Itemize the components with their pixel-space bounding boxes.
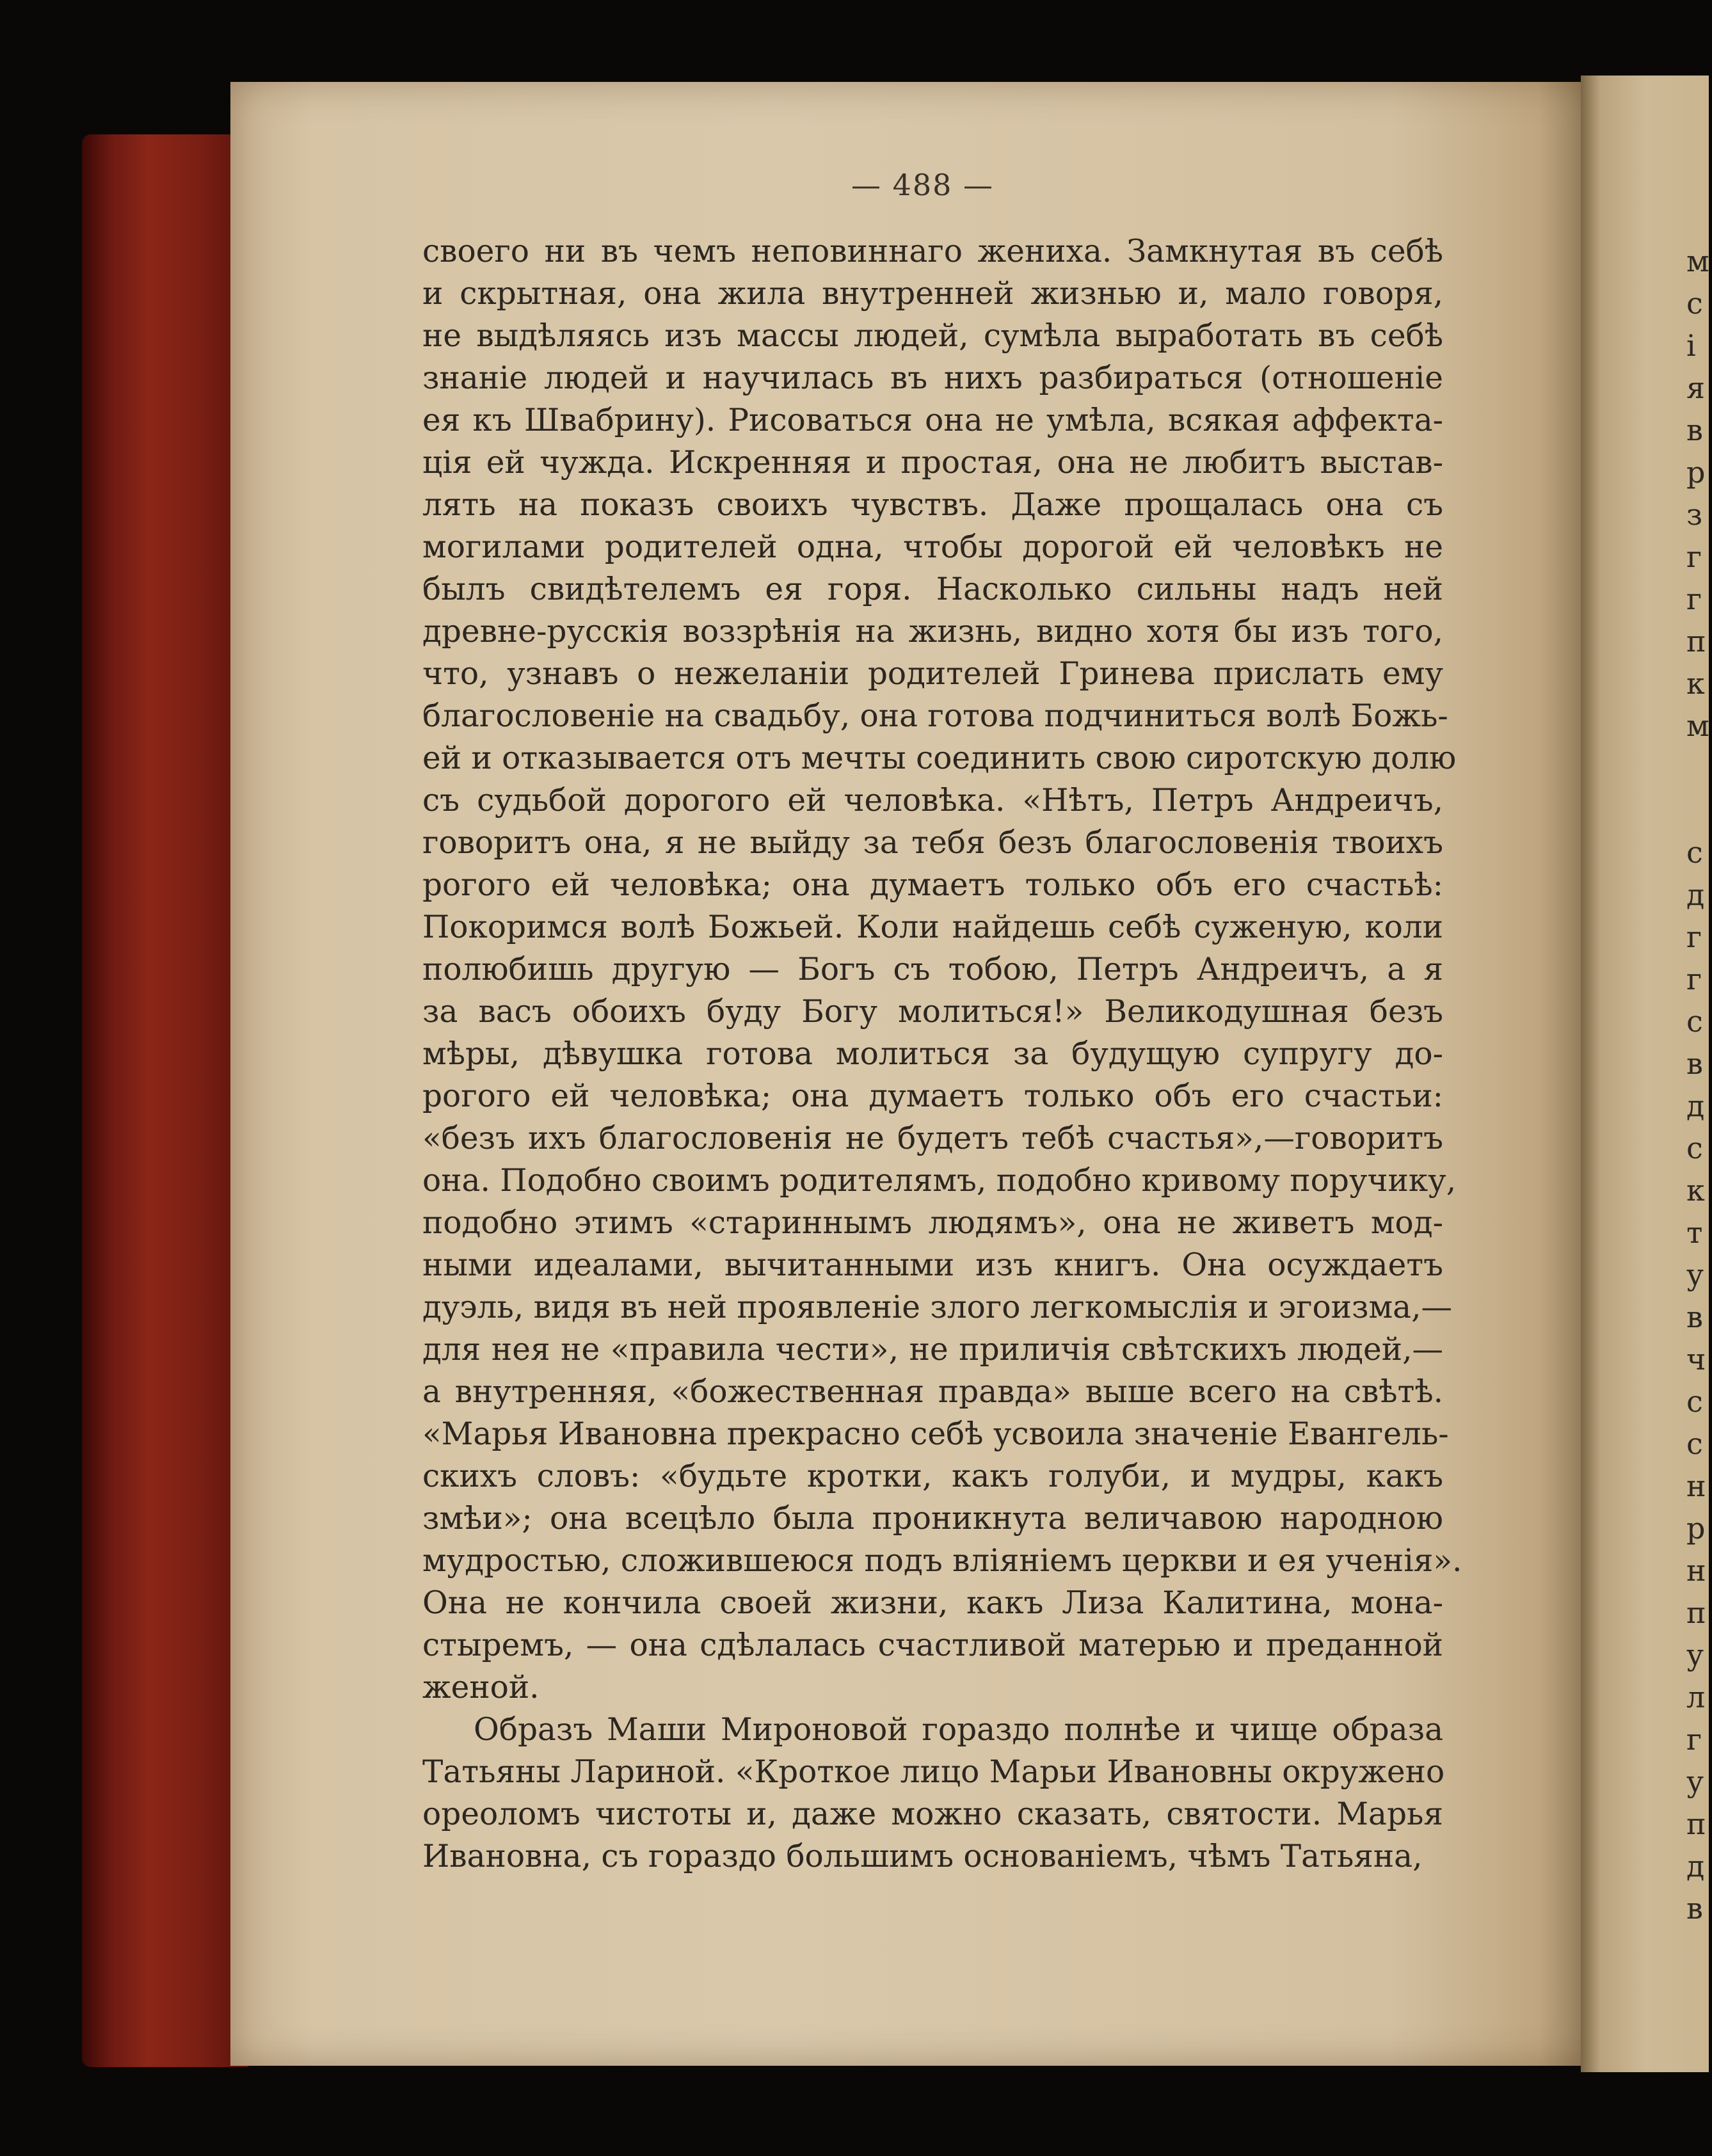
text-line: Татьяны Лариной. «Кроткое лицо Марьи Ивановны окружено: [422, 1754, 1445, 1790]
text-line: она. Подобно своимъ родителямъ, подобно кривому поручику,: [422, 1163, 1457, 1199]
text-line: ція ей чужда. Искренняя и простая, она не любитъ выстав-: [422, 445, 1443, 481]
right-page-letter: г: [1686, 1722, 1702, 1757]
text-line: ея къ Швабрину). Рисоваться она не умѣла, всякая аффекта-: [422, 403, 1443, 438]
text-line: «Марья Ивановна прекрасно себѣ усвоила значеніе Евангель-: [422, 1416, 1449, 1452]
right-page-letter: в: [1686, 1891, 1703, 1926]
text-line: говоритъ она, я не выйду за тебя безъ благословенія твоихъ: [422, 825, 1443, 861]
text-line: рогого ей человѣка; она думаетъ только объ его счастьѣ:: [422, 867, 1443, 903]
text-line: мудростью, сложившеюся подъ вліяніемъ церкви и ея ученія».: [422, 1543, 1462, 1579]
text-line: для нея не «правила чести», не приличія свѣтскихъ людей,—: [422, 1332, 1443, 1368]
right-page-letter: н: [1686, 1469, 1706, 1503]
right-page-letter: п: [1686, 1595, 1706, 1630]
right-page-letter: г: [1686, 582, 1702, 616]
book-edge: [82, 134, 248, 2067]
text-line: не выдѣляясь изъ массы людей, сумѣла выработать въ себѣ: [422, 318, 1443, 354]
right-page-letter: с: [1686, 1384, 1703, 1419]
right-page-letter: і: [1686, 328, 1696, 363]
right-page-letter: в: [1686, 413, 1703, 447]
text-line: а внутренняя, «божественная правда» выше всего на свѣтѣ.: [422, 1374, 1443, 1410]
text-line: мѣры, дѣвушка готова молиться за будущую супругу до-: [422, 1036, 1443, 1072]
right-page-letter: с: [1686, 1426, 1703, 1461]
text-line: Покоримся волѣ Божьей. Коли найдешь себѣ суженую, коли: [422, 909, 1443, 945]
right-page-letter: с: [1686, 286, 1703, 321]
text-line: скихъ словъ: «будьте кротки, какъ голуби, и мудры, какъ: [422, 1458, 1443, 1494]
text-line: что, узнавъ о нежеланіи родителей Гринева прислать ему: [422, 656, 1443, 692]
page-text: [422, 230, 1462, 1878]
text-line: знаніе людей и научилась въ нихъ разбираться (отношеніе: [422, 360, 1443, 396]
right-page-letter: т: [1686, 1215, 1703, 1250]
page-number: — 488 —: [851, 168, 995, 202]
right-page-letter: я: [1686, 371, 1706, 405]
right-page-letter: с: [1686, 1004, 1703, 1039]
text-line: ей и отказывается отъ мечты соединить свою сиротскую долю: [422, 740, 1457, 776]
right-page-letter: к: [1686, 1173, 1705, 1208]
text-line: своего ни въ чемъ неповиннаго жениха. Замкнутая въ себѣ: [422, 234, 1443, 269]
right-page-letter: г: [1686, 539, 1702, 574]
text-line: древне-русскія воззрѣнія на жизнь, видно хотя бы изъ того,: [422, 614, 1443, 650]
text-line: ными идеалами, вычитанными изъ книгъ. Она осуждаетъ: [422, 1247, 1443, 1283]
text-line: съ судьбой дорогого ей человѣка. «Нѣтъ, Петръ Андреичъ,: [422, 783, 1443, 818]
text-line: рогого ей человѣка; она думаетъ только объ его счастьи:: [422, 1078, 1443, 1114]
right-page-letter: д: [1686, 1089, 1705, 1123]
right-page-letter: с: [1686, 1131, 1703, 1165]
right-page-letter: ч: [1686, 1342, 1706, 1377]
right-page-letter: у: [1686, 1638, 1704, 1672]
right-page-letter: с: [1686, 835, 1703, 870]
text-line: за васъ обоихъ буду Богу молиться!» Великодушная безъ: [422, 994, 1443, 1030]
right-page-letter: з: [1686, 497, 1703, 532]
text-line: Образъ Маши Мироновой гораздо полнѣе и чище образа: [474, 1712, 1443, 1748]
right-page-letter: н: [1686, 1553, 1706, 1588]
right-page-letter: р: [1686, 1511, 1706, 1545]
right-page-letter: д: [1686, 1849, 1705, 1883]
text-line: змѣи»; она всецѣло была проникнута величавою народною: [422, 1501, 1443, 1537]
text-line: дуэль, видя въ ней проявленіе злого легкомыслія и эгоизма,—: [422, 1290, 1453, 1325]
right-page-letter: у: [1686, 1764, 1704, 1799]
right-page-letter: п: [1686, 624, 1706, 659]
right-page-letter: в: [1686, 1300, 1703, 1334]
text-line: могилами родителей одна, чтобы дорогой ей человѣкъ не: [422, 529, 1443, 565]
text-line: «безъ ихъ благословенія не будетъ тебѣ счастья»,—говоритъ: [422, 1121, 1443, 1156]
text-line: былъ свидѣтелемъ ея горя. Насколько сильны надъ ней: [422, 571, 1443, 607]
right-page-text: [1686, 240, 1712, 1929]
text-line: лять на показъ своихъ чувствъ. Даже прощалась она съ: [422, 487, 1443, 523]
right-page-letter: в: [1686, 1046, 1703, 1081]
text-line: ореоломъ чистоты и, даже можно сказать, святости. Марья: [422, 1796, 1443, 1832]
right-page-letter: л: [1686, 1680, 1706, 1714]
right-page-letter: м: [1686, 244, 1709, 278]
right-page-letter: у: [1686, 1258, 1704, 1292]
right-page-letter: м: [1686, 708, 1709, 743]
text-line: и скрытная, она жила внутренней жизнью и, мало говоря,: [422, 276, 1443, 312]
right-page-letter: д: [1686, 877, 1705, 912]
right-page-letter: г: [1686, 962, 1702, 996]
text-line: Она не кончила своей жизни, какъ Лиза Калитина, мона-: [422, 1585, 1443, 1621]
right-page-letter: к: [1686, 666, 1705, 701]
text-line: полюбишь другую — Богъ съ тобою, Петръ Андреичъ, а я: [422, 952, 1443, 987]
right-page-letter: г: [1686, 920, 1702, 954]
text-line: женой.: [422, 1670, 540, 1705]
text-line: Ивановна, съ гораздо большимъ основаніемъ, чѣмъ Татьяна,: [422, 1839, 1423, 1874]
right-page-letter: р: [1686, 455, 1706, 490]
text-line: стыремъ, — она сдѣлалась счастливой матерью и преданной: [422, 1627, 1443, 1663]
right-page-letter: п: [1686, 1807, 1706, 1841]
text-line: подобно этимъ «стариннымъ людямъ», она не живетъ мод-: [422, 1205, 1443, 1241]
text-line: благословеніе на свадьбу, она готова подчиниться волѣ Божь-: [422, 698, 1448, 734]
